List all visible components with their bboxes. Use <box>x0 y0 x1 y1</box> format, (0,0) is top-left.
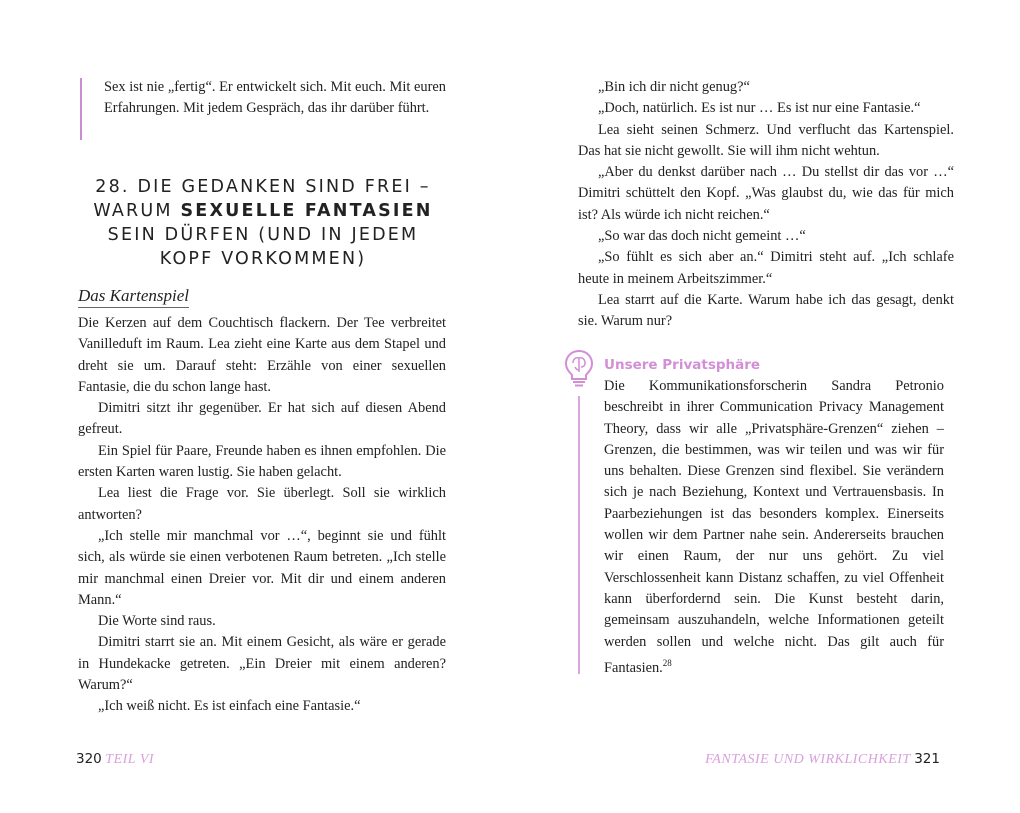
section-title: Das Kartenspiel <box>78 285 189 308</box>
left-page-footer <box>76 751 154 768</box>
page-number: 320 <box>76 751 102 767</box>
paragraph: „Aber du denkst darüber nach … Du stellst dir das vor …“ Dimitri schüttelt den Kopf. „Was glaubst du, wie das für mich ist? Als würde ich nicht reichen.“ <box>578 164 954 223</box>
info-box-text <box>604 376 944 679</box>
info-box-title: Unsere Privatsphäre <box>604 357 761 373</box>
paragraph: Dimitri starrt sie an. Mit einem Gesicht, als wäre er gerade in Hundekacke getreten. „Ein Dreier mit einem anderen? Warum?“ <box>78 634 446 694</box>
chapter-heading-line4: KOPF VORKOMMEN) <box>159 249 367 269</box>
right-page-footer <box>705 751 940 768</box>
chapter-heading-bold: SEXUELLE FANTASIEN <box>180 201 433 221</box>
right-page <box>510 0 1020 813</box>
paragraph: Lea starrt auf die Karte. Warum habe ich das gesagt, denkt sie. Warum nur? <box>578 291 954 330</box>
paragraph: Ein Spiel für Paare, Freunde haben es ihnen empfohlen. Die ersten Karten waren lustig. Sie haben gelacht. <box>78 442 446 481</box>
running-footer-label: TEIL VI <box>105 752 155 767</box>
intro-quote: Sex ist nie „fertig“. Er entwickelt sich. Mit euch. Mit euren Erfahrungen. Mit jedem Gespräch, das ihr darüber führt. <box>104 79 446 117</box>
paragraph: „Ich stelle mir manchmal vor …“, beginnt sie und fühlt sich, als würde sie einen verbotenen Raum betreten. „Ich stelle mir manchmal einen Dreier vor. Mit dir und einem anderen Mann.“ <box>78 527 446 608</box>
lightbulb-brain-icon <box>563 348 595 390</box>
paragraph: Dimitri sitzt ihr gegenüber. Er hat sich auf diesen Abend gefreut. <box>78 400 446 438</box>
chapter-heading <box>78 175 448 271</box>
running-footer-label: FANTASIE UND WIRKLICHKEIT <box>705 752 911 767</box>
paragraph: „So fühlt es sich aber an.“ Dimitri steht auf. „Ich schlafe heute in meinem Arbeitszimmer.“ <box>578 249 954 287</box>
chapter-heading-prefix: WARUM <box>93 201 181 221</box>
paragraph: Lea liest die Frage vor. Sie überlegt. Soll sie wirklich antworten? <box>78 485 446 523</box>
page-number: 321 <box>914 751 940 767</box>
right-body-text <box>578 77 954 333</box>
paragraph: „Ich weiß nicht. Es ist einfach eine Fantasie.“ <box>98 698 361 715</box>
paragraph: „So war das doch nicht gemeint …“ <box>598 228 806 245</box>
quote-bar <box>80 78 82 140</box>
paragraph: „Doch, natürlich. Es ist nur … Es ist nur eine Fantasie.“ <box>598 100 921 117</box>
left-body-text <box>78 313 446 718</box>
chapter-heading-line1: 28. DIE GEDANKEN SIND FREI – <box>95 177 431 197</box>
paragraph: Die Worte sind raus. <box>98 613 216 630</box>
chapter-heading-line2 <box>78 199 448 223</box>
paragraph: „Bin ich dir nicht genug?“ <box>598 79 750 95</box>
info-box-body: Die Kommunikationsforscherin Sandra Petronio beschreibt in ihrer Communication Privacy Management Theory, dass wir alle „Privatsphäre-Grenzen“ ziehen – Grenzen, die bestimmen, was wir teilen und was wir für uns behalten. Diese Grenzen sind flexibel. Sie verändern sich je nach Beziehung, Kontext und Vertrauensbasis. In Paarbeziehungen ist das besonders komplex. Einerseits wollen wir dem Partner nahe sein. Andererseits brauchen wir einen Raum, der nur uns gehört. Zu viel Verschlossenheit kann Distanz schaffen, zu viel Offenheit kann überfordernd sein. Die Kunst besteht darin, gemeinsam auszuhandeln, welche Informationen geteilt werden sollen und welche nicht. Das gilt auch für Fantasien. <box>604 378 944 676</box>
paragraph: Lea sieht seinen Schmerz. Und verflucht das Kartenspiel. Das hat sie nicht gewollt. Sie will ihm nicht wehtun. <box>578 121 954 159</box>
footnote-marker: 28 <box>662 657 672 668</box>
paragraph: Die Kerzen auf dem Couchtisch flackern. Der Tee verbreitet Vanilleduft im Raum. Lea zieht eine Karte aus dem Stapel und dreht sie um. Darauf steht: Erzähle von einer sexuellen Fantasie, die du schon lange hast. <box>78 315 446 395</box>
chapter-heading-line3: SEIN DÜRFEN (UND IN JEDEM <box>107 225 419 245</box>
info-box-bar <box>578 396 580 674</box>
